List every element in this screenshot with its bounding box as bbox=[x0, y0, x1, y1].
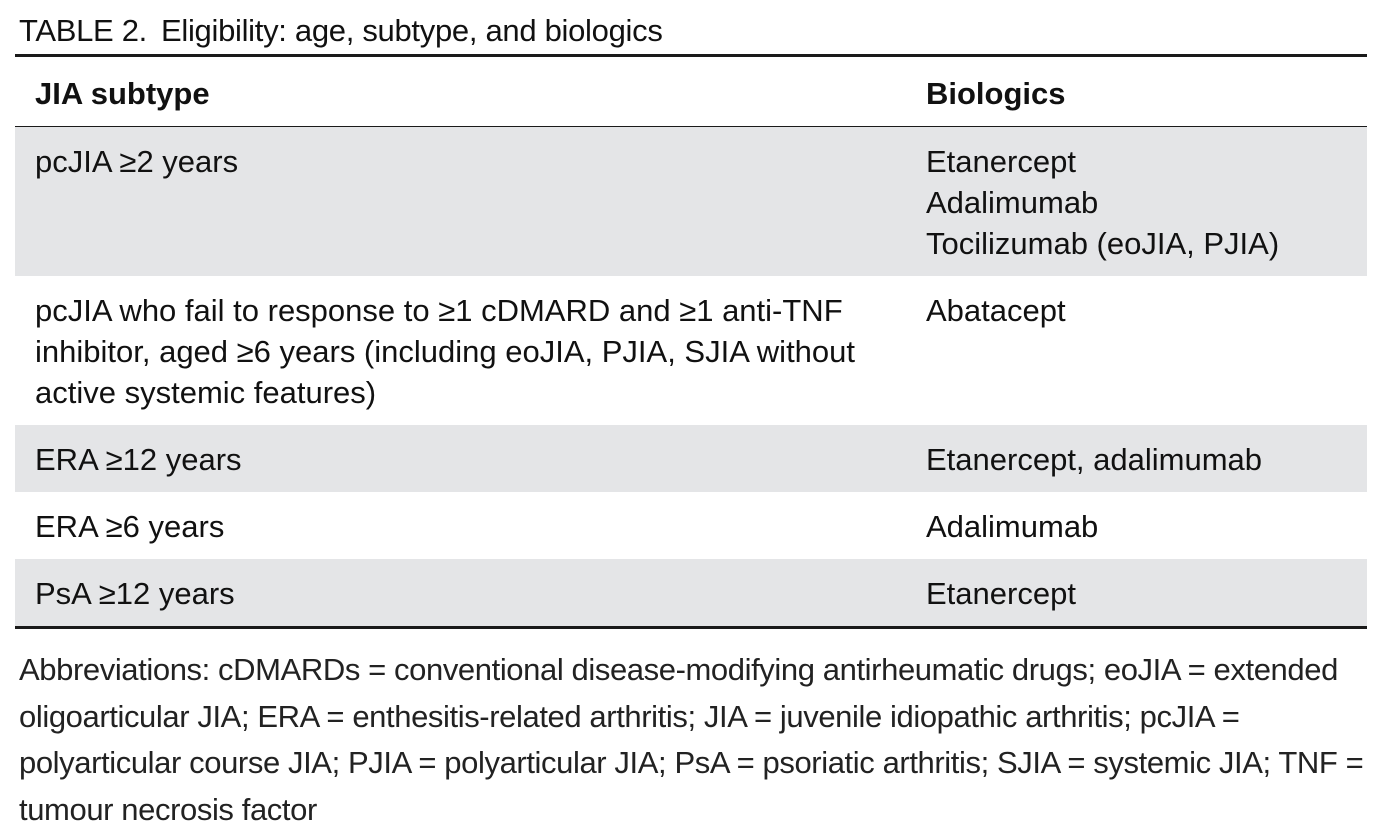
biologic-item: Etanercept bbox=[926, 576, 1076, 611]
subtype-cell: pcJIA ≥2 years bbox=[35, 144, 239, 179]
table-footnote: Abbreviations: cDMARDs = conventional disease-modifying antirheumatic drugs; eoJIA = extended oligoarticular JIA; ERA = enthesitis-related arthritis; JIA = juvenile idiopathic arthritis; pcJIA = polyarticular course JIA; PJIA = polyarticular JIA; PsA = psoriatic arthritis; SJIA = systemic JIA; TNF = tumour necrosis factor bbox=[19, 652, 1364, 827]
biologic-item: Etanercept, adalimumab bbox=[926, 442, 1263, 477]
biologic-item: Adalimumab bbox=[926, 185, 1099, 220]
biologics-cell bbox=[906, 276, 1367, 425]
column-header-subtype: JIA subtype bbox=[35, 76, 210, 111]
subtype-cell: ERA ≥6 years bbox=[35, 509, 225, 544]
biologics-cell bbox=[906, 492, 1367, 559]
table-row bbox=[15, 425, 1367, 492]
table-title: Eligibility: age, subtype, and biologics bbox=[160, 13, 663, 48]
table-row bbox=[15, 127, 1367, 277]
table-row bbox=[15, 492, 1367, 559]
subtype-cell: ERA ≥12 years bbox=[35, 442, 242, 477]
table-figure bbox=[15, 10, 1367, 833]
subtype-cell: PsA ≥12 years bbox=[35, 576, 235, 611]
table-caption bbox=[15, 10, 1367, 54]
table-label: TABLE 2. bbox=[19, 13, 147, 48]
biologic-item: Etanercept bbox=[926, 144, 1076, 179]
biologics-cell bbox=[906, 425, 1367, 492]
column-header-biologics: Biologics bbox=[926, 76, 1066, 111]
biologics-cell bbox=[906, 127, 1367, 277]
biologics-cell bbox=[906, 559, 1367, 628]
biologic-item: Adalimumab bbox=[926, 509, 1099, 544]
biologic-item: Abatacept bbox=[926, 293, 1066, 328]
table-header-row bbox=[15, 56, 1367, 127]
subtype-cell: pcJIA who fail to response to ≥1 cDMARD and ≥1 anti-TNF inhibitor, aged ≥6 years (including eoJIA, PJIA, SJIA without active systemic features) bbox=[35, 293, 856, 410]
table-row bbox=[15, 276, 1367, 425]
biologic-item: Tocilizumab (eoJIA, PJIA) bbox=[926, 226, 1280, 261]
eligibility-table bbox=[15, 54, 1367, 629]
table-row bbox=[15, 559, 1367, 628]
